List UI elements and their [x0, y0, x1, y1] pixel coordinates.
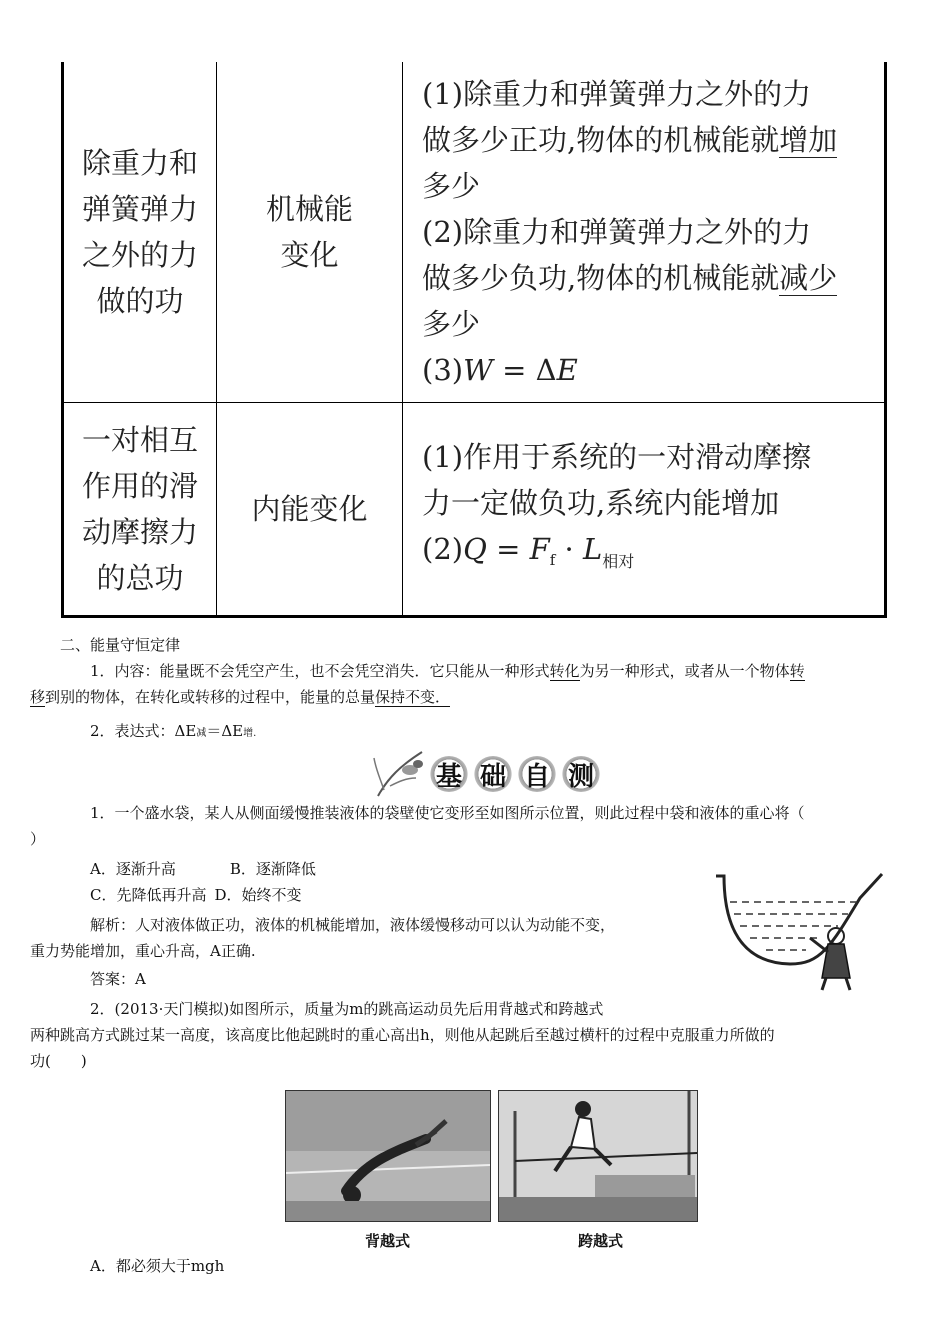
cell-line: 机械能 [265, 192, 353, 226]
energy-table [61, 62, 887, 618]
banner-char: 测 [562, 756, 600, 792]
section-heading: 二、能量守恒定律 [60, 636, 181, 654]
high-jump-back-style-icon [286, 1091, 490, 1221]
banner-char: 础 [474, 756, 512, 792]
section-banner [370, 748, 600, 798]
paragraph-content: 1．内容：能量既不会凭空产生，也不会凭空消失．它只能从一种形式转化为另一种形式，或者从一个物体转 移到别的物体，在转化或转移的过程中，能量的总量保持不变． [30, 662, 805, 706]
table-cell-internal-energy: 内能变化 [251, 492, 368, 526]
question-2-stem: 2．(2013·天门模拟)如图所示，质量为m的跳高运动员先后用背越式和跨越式 两种跳高方式跳过某一高度，该高度比他起跳时的重心高出h，则他从起跳后至越过横杆的过程中克服重力所做的 功( ) [30, 1000, 775, 1070]
table-row [64, 62, 884, 403]
cell-line: 力一定做负功,系统内能增加 [422, 485, 780, 520]
caption-straddle: 跨越式 [578, 1232, 624, 1250]
cell-line: 作用的滑 [81, 469, 198, 503]
cell-line: 做多少负功,物体的机械能就减少 [422, 261, 838, 295]
question-1-analysis: 解析：人对液体做正功，液体的机械能增加，液体缓慢移动可以认为动能不变， 重力势能增加，重心升高，A正确. [30, 916, 616, 960]
paragraph-expression: 2．表达式：ΔE减＝ΔE增. [90, 722, 257, 740]
cell-line: (1)除重力和弹簧弹力之外的力 [422, 77, 812, 111]
cell-line: 一对相互 [81, 423, 198, 457]
formula-q-fl: $(2)Q = F_f \cdot L_{相对}$ [422, 531, 635, 571]
photo-back-style-jump [285, 1090, 491, 1222]
question-1-stem: 1．一个盛水袋，某人从侧面缓慢推装液体的袋壁使它变形至如图所示位置，则此过程中袋和液体的重心将（ ） [30, 804, 805, 848]
water-bag-illustration-icon [710, 868, 890, 993]
cell-line: 的总功 [96, 561, 184, 595]
cell-line: (1)作用于系统的一对滑动摩擦 [422, 439, 812, 474]
question-1-options-row2: C．先降低再升高 D．始终不变 [90, 886, 302, 904]
table-row [64, 403, 884, 615]
question-2-option-a: A．都必须大于mgh [90, 1257, 225, 1275]
question-1-answer: 答案：A [90, 970, 146, 988]
question-1-options-row1: A．逐渐升高 B．逐渐降低 [90, 860, 316, 878]
caption-back-style: 背越式 [365, 1232, 411, 1250]
table-cell-force-work [64, 62, 216, 402]
table-cell-description [404, 403, 884, 615]
cell-line: 多少 [422, 307, 481, 341]
cell-line: 多少 [422, 169, 481, 203]
banner-char: 自 [518, 756, 556, 792]
cell-line: 除重力和 [81, 146, 198, 180]
table-cell-mechanical-energy [217, 62, 402, 402]
orchid-decoration-icon [370, 748, 430, 798]
high-jump-straddle-icon [499, 1091, 697, 1221]
formula-w-de: (3)W = ΔE [422, 353, 578, 387]
table-cell-friction-work [64, 403, 216, 615]
photo-straddle-jump [498, 1090, 698, 1222]
cell-line: 做多少正功,物体的机械能就增加 [422, 123, 838, 157]
cell-line: 做的功 [96, 284, 184, 318]
banner-char: 基 [430, 756, 468, 792]
cell-line: 动摩擦力 [81, 515, 198, 549]
cell-line: 弹簧弹力 [81, 192, 198, 226]
cell-line: (2)除重力和弹簧弹力之外的力 [422, 215, 812, 249]
table-cell-description [404, 62, 884, 402]
cell-line: 之外的力 [81, 238, 198, 272]
cell-line: 变化 [280, 238, 339, 272]
